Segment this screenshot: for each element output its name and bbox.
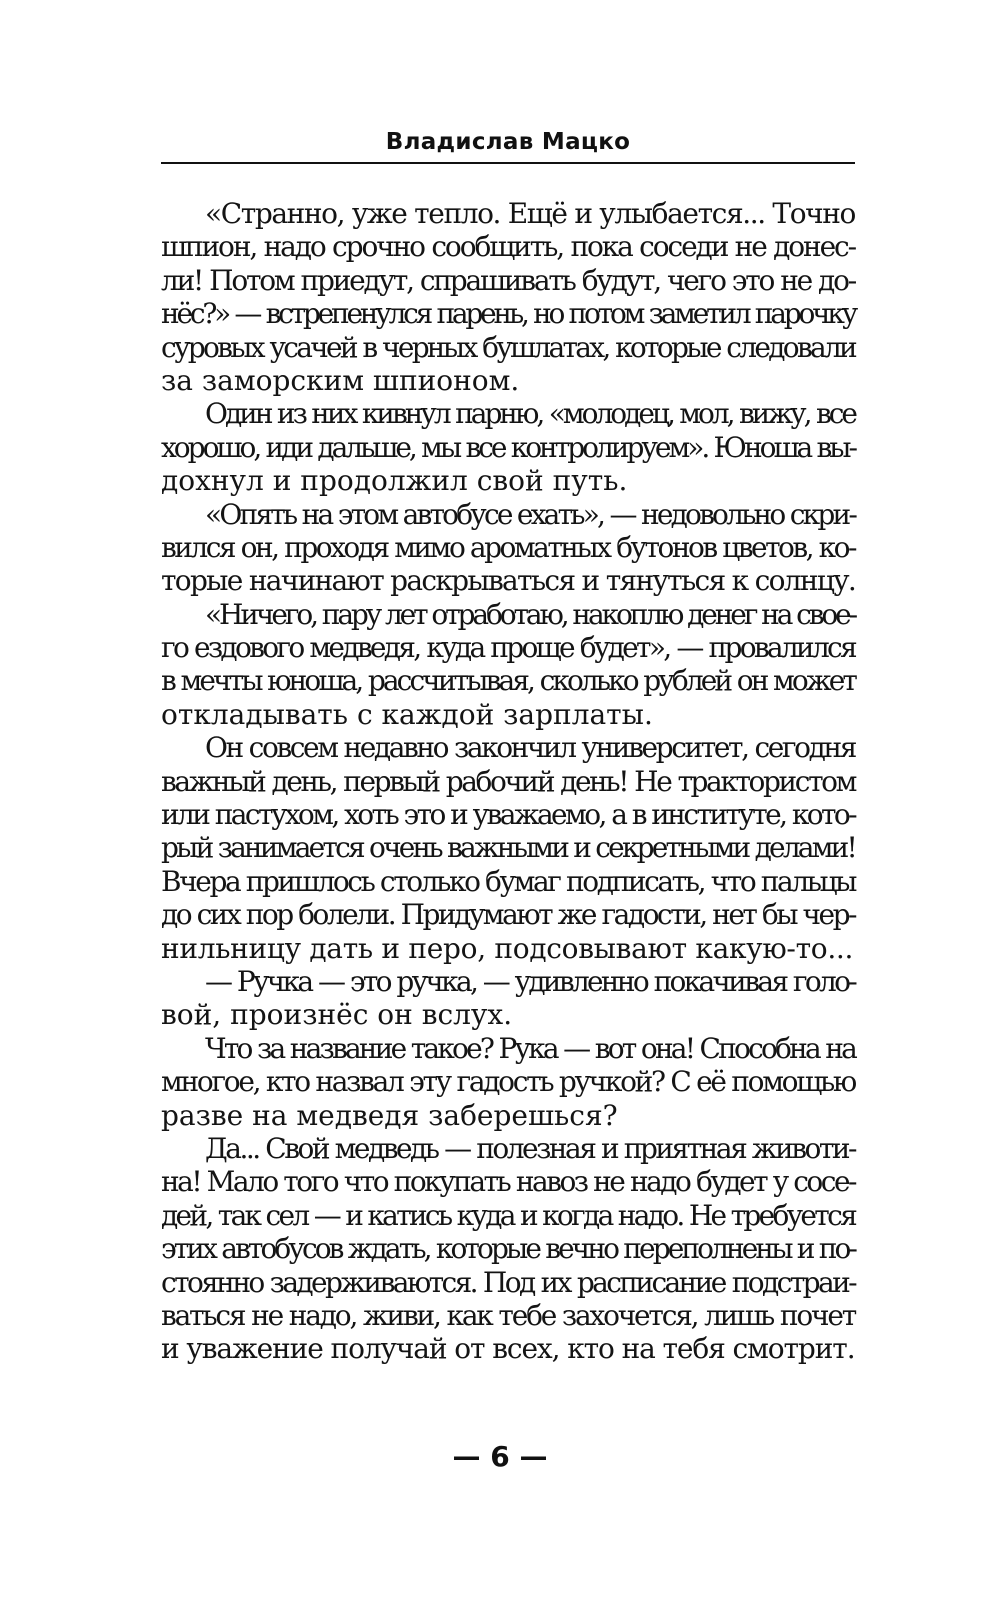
text-line: дохнул и продолжил свой путь. <box>161 464 628 498</box>
text-line: многое, кто назвал эту гадость ручкой? С её помощью <box>161 1065 855 1099</box>
text-line: Он совсем недавно закончил университет, сегодня <box>205 731 855 765</box>
text-line: или пастухом, хоть это и уважаемо, а в институте, кото- <box>161 798 855 832</box>
text-line: и уважение получай от всех, кто на тебя смотрит. <box>161 1332 855 1366</box>
text-line: в мечты юноша, рассчитывая, сколько рублей он может <box>161 664 855 698</box>
text-line: до сих пор болели. Придумают же гадости, нет бы чер- <box>161 898 855 932</box>
text-line: суровых усачей в черных бушлатах, которые следовали <box>161 330 855 364</box>
paragraph <box>161 397 855 497</box>
text-line: Один из них кивнул парню, «молодец, мол, вижу, все <box>205 397 855 431</box>
page-number: — 6 — <box>452 1440 548 1473</box>
text-line: «Опять на этом автобусе ехать», — недовольно скри- <box>205 497 855 531</box>
text-line: хорошо, иди дальше, мы все контролируем». Юноша вы- <box>161 430 855 464</box>
text-line: Вчера пришлось столько бумаг подписать, что пальцы <box>161 864 856 898</box>
text-line: этих автобусов ждать, которые вечно переполнены и по- <box>161 1232 855 1266</box>
text-line: «Ничего, пару лет отработаю, накоплю денег на свое- <box>205 597 855 631</box>
text-line: рый занимается очень важными и секретными делами! <box>161 831 855 865</box>
paragraph <box>161 197 855 397</box>
text-line: го ездового медведя, куда проще будет», — провалился <box>161 631 855 665</box>
text-line: стоянно задерживаются. Под их расписание подстраи- <box>161 1265 855 1299</box>
text-line: за заморским шпионом. <box>161 363 520 397</box>
text-line: на! Мало того что покупать навоз не надо будет у сосе- <box>161 1165 855 1199</box>
paragraph <box>161 731 855 965</box>
author-name: Владислав Мацко <box>385 129 631 155</box>
paragraph <box>161 598 855 732</box>
text-line: Что за название такое? Рука — вот она! Способна на <box>205 1031 855 1065</box>
text-line: нильницу дать и перо, подсовывают какую-то... <box>161 931 854 965</box>
text-line: нёс?» — встрепенулся парень, но потом заметил парочку <box>161 297 855 331</box>
text-line: дей, так сел — и катись куда и когда надо. Не требуется <box>161 1198 856 1232</box>
text-line: разве на медведя заберешься? <box>161 1098 618 1132</box>
paragraph <box>161 1132 855 1366</box>
text-line: откладывать с каждой зарплаты. <box>161 697 653 731</box>
text-line: ваться не надо, живи, как тебе захочется, лишь почет <box>161 1298 855 1332</box>
text-line: вой, произнёс он вслух. <box>161 998 513 1032</box>
page-footer <box>0 1440 1000 1473</box>
text-line: торые начинают раскрываться и тянуться к солнцу. <box>161 564 856 598</box>
text-line: «Странно, уже тепло. Ещё и улыбается... Точно <box>205 197 855 230</box>
paragraph <box>161 1032 855 1132</box>
text-line: Да... Свой медведь — полезная и приятная животи- <box>205 1131 855 1165</box>
text-line: ли! Потом приедут, спрашивать будут, чего это не до- <box>161 263 855 297</box>
paragraph <box>161 498 855 598</box>
text-line: важный день, первый рабочий день! Не трактористом <box>161 764 855 798</box>
body-text <box>161 197 855 1366</box>
text-line: шпион, надо срочно сообщить, пока соседи не донес- <box>161 230 855 264</box>
text-line: — Ручка — это ручка, — удивленно покачивая голо- <box>205 964 855 998</box>
running-header <box>161 122 855 164</box>
text-line: вился он, проходя мимо ароматных бутонов цветов, ко- <box>161 530 855 564</box>
paragraph <box>161 965 855 1032</box>
